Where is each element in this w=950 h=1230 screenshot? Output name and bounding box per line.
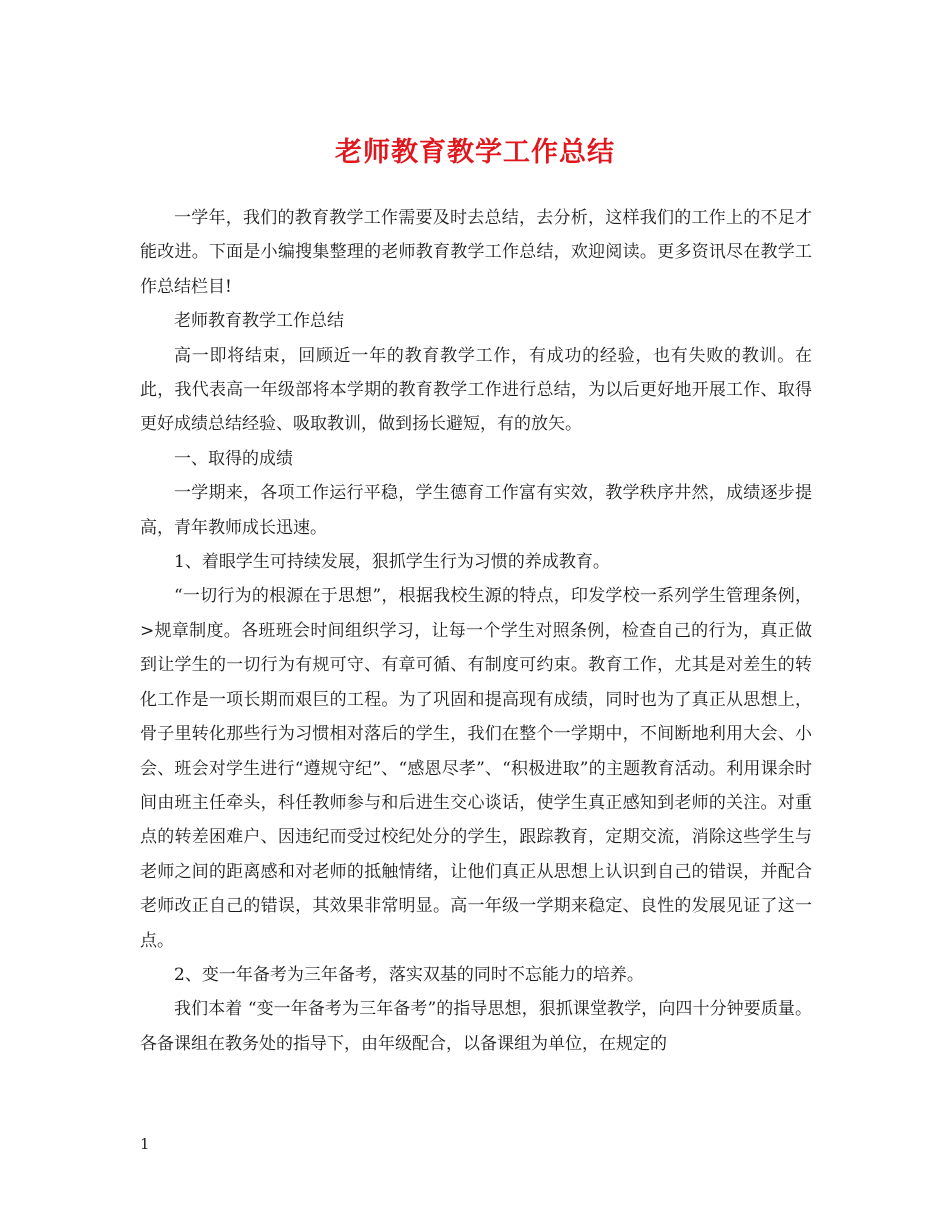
item-heading-2: 2、变一年备考为三年备考，落实双基的同时不忘能力的培养。 [174, 964, 644, 985]
document-title: 老师教育教学工作总结 [335, 137, 615, 168]
paragraph-achievements: 一学期来，各项工作运行平稳，学生德育工作富有实效，教学秩序井然，成绩逐步提高，青年教师成长迅速。 [140, 483, 812, 538]
paragraph-item-1: “一切行为的根源在于思想”，根据我校生源的特点，印发学校一系列学生管理条例，>规章制度。各班班会时间组织学习，让每一个学生对照条例，检查自己的行为，真正做到让学生的一切行为有规可守、有章可循、有制度可约束。教育工作，尤其是对差生的转化工作是一项长期而艰巨的工程。为了巩固和提高现有成绩，同时也为了真正从思想上，骨子里转化那些行为习惯相对落后的学生，我们在整个一学期中，不间断地利用大会、小会、班会对学生进行“遵规守纪”、“感恩尽孝”、“积极进取”的主题教育活动。利用课余时间由班主任牵头，科任教师参与和后进生交心谈话，使学生真正感知到老师的关注。对重点的转差困难户、因违纪而受过校纪处分的学生，跟踪教育，定期交流，消除这些学生与老师之间的距离感和对老师的抵触情绪，让他们真正从思想上认识到自己的错误，并配合老师改正自己的错误，其效果非常明显。高一年级一学期来稳定、良性的发展见证了这一点。 [140, 586, 812, 951]
item-heading-1: 1、着眼学生可持续发展，狠抓学生行为习惯的养成教育。 [174, 552, 610, 573]
paragraph-item-2: 我们本着 “变一年备考为三年备考”的指导思想，狠抓课堂教学，向四十分钟要质量。各备课组在教务处的指导下，由年级配合，以备课组为单位，在规定的 [140, 999, 812, 1054]
paragraph-intro: 一学年，我们的教育教学工作需要及时去总结，去分析，这样我们的工作上的不足才能改进。下面是小编搜集整理的老师教育教学工作总结，欢迎阅读。更多资讯尽在教学工作总结栏目! [140, 208, 812, 297]
page-number: 1 [140, 1135, 150, 1153]
section-heading-achievements: 一、取得的成绩 [174, 448, 293, 469]
paragraph-subtitle: 老师教育教学工作总结 [174, 311, 344, 332]
paragraph-overview: 高一即将结束，回顾近一年的教育教学工作，有成功的经验，也有失败的教训。在此，我代表高一年级部将本学期的教育教学工作进行总结，为以后更好地开展工作、取得更好成绩总结经验、吸取教训，做到扬长避短，有的放矢。 [140, 345, 812, 435]
document-body [140, 201, 812, 1061]
